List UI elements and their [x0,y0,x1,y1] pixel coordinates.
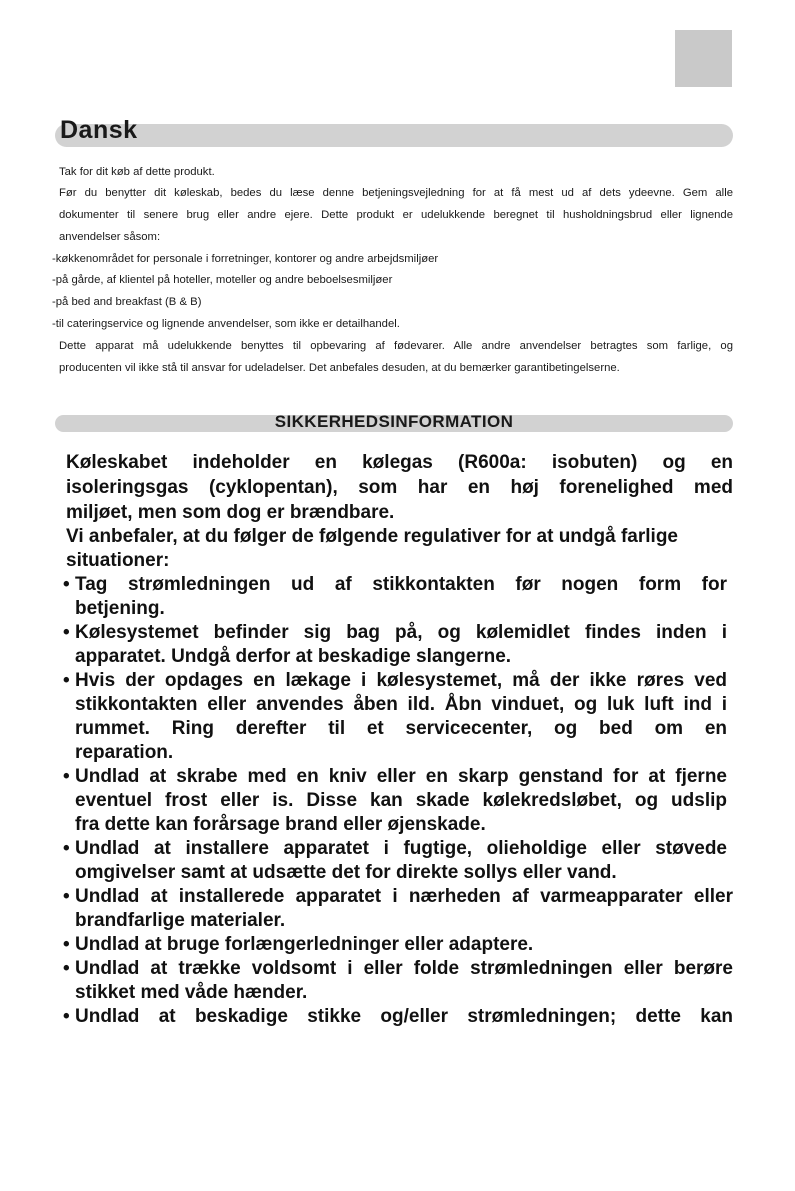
intro-line: Dette apparat må udelukkende benyttes til opbevaring af fødevarer. Alle andre anvendelser betragtes som farlige, og [59,340,733,352]
safety-line: Undlad at beskadige stikke og/eller strømledningen; dette kan [75,1006,733,1027]
safety-line: Hvis der opdages en lækage i kølesystemet, må der ikke røres ved [75,670,727,691]
intro-line: -til cateringservice og lignende anvendelser, som ikke er detailhandel. [52,318,400,330]
safety-line: eventuel frost eller is. Disse kan skade kølekredsløbet, og udslip [75,790,727,811]
safety-line: Undlad at installere apparatet i fugtige, olieholdige eller støvede [75,838,727,859]
safety-line: rummet. Ring derefter til et servicecenter, og bed om en [75,718,727,739]
safety-line: apparatet. Undgå derfor at beskadige slangerne. [75,646,512,667]
safety-line: Tag strømledningen ud af stikkontakten før nogen form for [75,574,727,595]
bullet-icon: • [63,934,70,955]
safety-line: miljøet, men som dog er brændbare. [66,502,395,523]
safety-line: brandfarlige materialer. [75,910,286,931]
intro-line: producenten vil ikke stå til ansvar for udeladelser. Det anbefales desuden, at du bemærker garantibetingelserne. [59,362,620,374]
page-tab-marker [675,30,732,87]
intro-line: -på bed and breakfast (B & B) [52,296,202,308]
intro-line: -på gårde, af klientel på hoteller, moteller og andre beboelsesmiljøer [52,274,393,286]
language-header-bar [55,124,733,147]
safety-line: Undlad at trække voldsomt i eller folde strømledningen eller berøre [75,958,733,979]
safety-line: situationer: [66,550,170,571]
intro-line: dokumenter til senere brug eller andre ejere. Dette produkt er udelukkende beregnet til husholdningsbrud eller lignende [59,209,733,221]
bullet-icon: • [63,838,70,859]
bullet-icon: • [63,574,70,595]
safety-section-title: SIKKERHEDSINFORMATION [274,412,514,431]
bullet-icon: • [63,622,70,643]
safety-line: isoleringsgas (cyklopentan), som har en høj forenelighed med [66,477,733,498]
safety-line: reparation. [75,742,174,763]
intro-line: -køkkenområdet for personale i forretninger, kontorer og andre arbejdsmiljøer [52,253,439,265]
safety-line: fra dette kan forårsage brand eller øjenskade. [75,814,486,835]
safety-line: Undlad at installerede apparatet i nærheden af varmeapparater eller [75,886,733,907]
intro-line: anvendelser såsom: [59,231,161,243]
safety-line: betjening. [75,598,165,619]
safety-line: Kølesystemet befinder sig bag på, og kølemidlet findes inden i [75,622,727,643]
safety-line: stikket med våde hænder. [75,982,308,1003]
safety-line: stikkontakten eller anvendes åben ild. Åbn vinduet, og luk luft ind i [75,694,727,715]
safety-line: Undlad at bruge forlængerledninger eller adaptere. [75,934,534,955]
intro-line: Før du benytter dit køleskab, bedes du læse denne betjeningsvejledning for at få mest ud af dets ydeevne. Gem alle [59,187,733,199]
safety-line: omgivelser samt at udsætte det for direkte sollys eller vand. [75,862,617,883]
safety-line: Undlad at skrabe med en kniv eller en skarp genstand for at fjerne [75,766,727,787]
bullet-icon: • [63,766,70,787]
bullet-icon: • [63,886,70,907]
safety-line: Vi anbefaler, at du følger de følgende regulativer for at undgå farlige [66,526,678,547]
language-title: Dansk [60,116,138,144]
bullet-icon: • [63,1006,70,1027]
bullet-icon: • [63,670,70,691]
bullet-icon: • [63,958,70,979]
intro-line: Tak for dit køb af dette produkt. [59,166,215,178]
safety-line: Køleskabet indeholder en kølegas (R600a: isobuten) og en [66,452,733,473]
